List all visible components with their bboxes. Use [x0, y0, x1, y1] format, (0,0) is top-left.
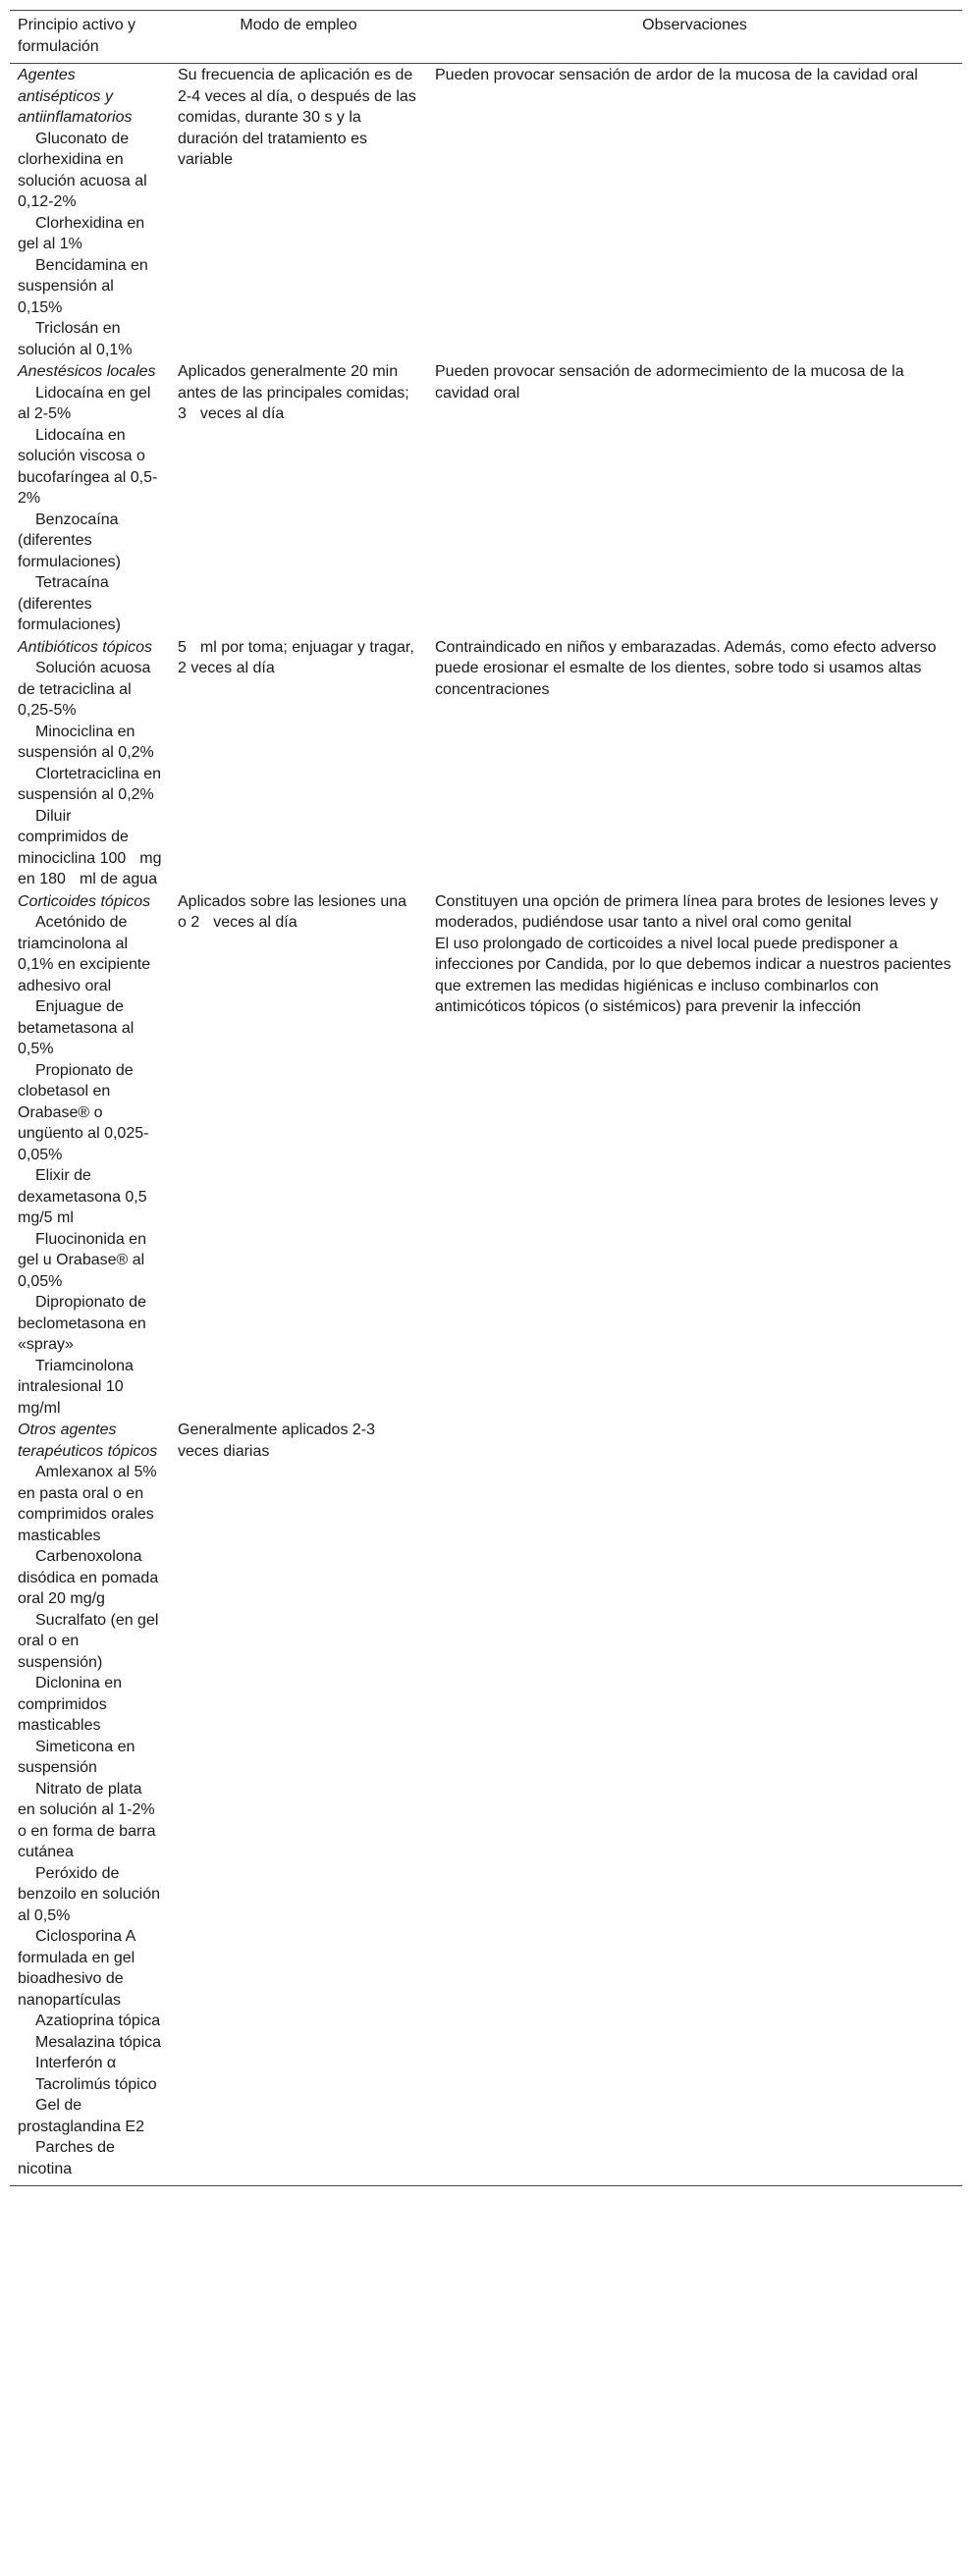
list-item: Acetónido de triamcinolona al 0,1% en excipiente adhesivo oral — [18, 914, 151, 994]
usage-cell — [170, 360, 427, 636]
observations-cell — [427, 360, 962, 636]
usage-text-part: Aplicados generalmente 20 min antes de las principales comidas; 3 — [178, 363, 409, 422]
observations-cell — [427, 1419, 962, 2186]
list-item: Tacrolimús tópico — [35, 2075, 157, 2093]
observation-text: Contraindicado en niños y embarazadas. Además, como efecto adverso puede erosionar el esmalte de los dientes, sobre todo si usamos altas concentraciones — [435, 638, 937, 698]
treatment-table — [10, 10, 962, 2186]
header-principio-activo: Principio activo y formulación — [10, 11, 170, 64]
table-row — [10, 1419, 962, 2186]
observations-cell — [427, 64, 962, 361]
table-row — [10, 890, 962, 1420]
usage-cell — [170, 1419, 427, 2186]
list-item: Nitrato de plata en solución al 1-2% o en forma de barra cutánea — [18, 1780, 156, 1860]
observation-text: Constituyen una opción de primera línea para brotes de lesiones leves y moderados, pudiéndose usar tanto a nivel oral como genital — [435, 892, 939, 931]
category-label: Anestésicos locales — [18, 363, 156, 380]
list-item-part: Diluir comprimidos de minociclina 100 — [18, 807, 129, 867]
category-label: Corticoides tópicos — [18, 892, 151, 910]
list-item: Peróxido de benzoilo en solución al 0,5% — [18, 1864, 160, 1924]
category-label: Agentes antisépticos y antiinflamatorios — [18, 67, 133, 126]
observation-text: El uso prolongado de corticoides a nivel local puede predisponer a infecciones por Candida, por lo que debemos indicar a nuestros pacientes que extremen las medidas higiénicas e incluso combinarlos con antimicóticos tópicos (o sistémicos) para prevenir la infección — [435, 935, 951, 1015]
usage-text — [178, 891, 419, 934]
category-label: Otros agentes terapéuticos tópicos — [18, 1422, 158, 1460]
list-item: Minociclina en suspensión al 0,2% — [18, 723, 154, 761]
usage-text-part: 5 — [178, 638, 187, 656]
observation-text: Pueden provocar sensación de ardor de la mucosa de la cavidad oral — [435, 67, 918, 83]
usage-text-part: veces al día — [199, 405, 285, 422]
category-label: Antibióticos tópicos — [18, 638, 152, 656]
principio-cell — [10, 636, 170, 890]
table-row — [10, 636, 962, 890]
header-modo-empleo: Modo de empleo — [170, 11, 427, 64]
list-item: Ciclosporina A formulada en gel bioadhesivo de nanopartículas — [18, 1928, 135, 2009]
list-item: Bencidamina en suspensión al 0,15% — [18, 256, 148, 316]
list-item: Tetracaína (diferentes formulaciones) — [18, 574, 121, 633]
list-item: Clortetraciclina en suspensión al 0,2% — [18, 765, 162, 803]
list-item: Gel de prostaglandina E2 — [18, 2097, 144, 2135]
usage-cell — [170, 636, 427, 890]
list-item: Triclosán en solución al 0,1% — [18, 320, 133, 358]
list-item: Lidocaína en gel al 2-5% — [18, 384, 151, 422]
usage-text — [178, 361, 419, 425]
list-item: Gluconato de clorhexidina en solución acuosa al 0,12-2% — [18, 130, 147, 210]
list-item: Azatioprina tópica — [35, 2012, 161, 2029]
usage-cell — [170, 890, 427, 1420]
table-body — [10, 64, 962, 2186]
list-item: Solución acuosa de tetraciclina al 0,25-5% — [18, 660, 151, 719]
list-item: Dipropionato de beclometasona en «spray» — [18, 1294, 146, 1353]
observation-text: Pueden provocar sensación de adormecimiento de la mucosa de la cavidad oral — [435, 363, 904, 402]
list-item: Enjuague de betametasona al 0,5% — [18, 998, 135, 1057]
usage-text-part: veces al día — [213, 914, 298, 931]
usage-text: Su frecuencia de aplicación es de 2-4 veces al día, o después de las comidas, durante 30 s y la duración del tratamiento es variable — [178, 67, 416, 168]
principio-cell — [10, 360, 170, 636]
list-item: Interferón α — [35, 2055, 117, 2071]
list-item: Amlexanox al 5% en pasta oral o en comprimidos orales masticables — [18, 1464, 157, 1544]
list-item: Clorhexidina en gel al 1% — [18, 214, 145, 252]
list-item: Triamcinolona intralesional 10 mg/ml — [18, 1357, 134, 1417]
header-row — [10, 11, 962, 64]
list-item-part: ml de agua — [79, 871, 158, 887]
list-item: Diclonina en comprimidos masticables — [18, 1675, 123, 1734]
list-item: Carbenoxolona disódica en pomada oral 20 mg/g — [18, 1548, 159, 1607]
observations-cell — [427, 636, 962, 890]
observations-cell — [427, 890, 962, 1420]
table-row — [10, 64, 962, 361]
list-item: Fluocinonida en gel u Orabase® al 0,05% — [18, 1230, 146, 1290]
principio-cell — [10, 1419, 170, 2186]
usage-text: Generalmente aplicados 2-3 veces diarias — [178, 1422, 376, 1460]
usage-cell — [170, 64, 427, 361]
usage-text-part: ml por toma; enjuagar y tragar, 2 veces al día — [178, 638, 414, 676]
list-item: Lidocaína en solución viscosa o bucofaríngea al 0,5-2% — [18, 426, 158, 507]
list-item: Propionato de clobetasol en Orabase® o ungüento al 0,025-0,05% — [18, 1061, 149, 1163]
list-item-part: mg en 180 — [18, 849, 162, 887]
list-item: Parches de nicotina — [18, 2139, 115, 2177]
list-item: Elixir de dexametasona 0,5 mg/5 ml — [18, 1167, 147, 1226]
list-item — [18, 806, 162, 890]
list-item: Benzocaína (diferentes formulaciones) — [18, 510, 121, 570]
list-item: Sucralfato (en gel oral o en suspensión) — [18, 1611, 159, 1671]
header-observaciones: Observaciones — [427, 11, 962, 64]
principio-cell — [10, 64, 170, 361]
list-item: Simeticona en suspensión — [18, 1738, 135, 1776]
usage-text — [178, 637, 419, 679]
list-item: Mesalazina tópica — [35, 2033, 162, 2051]
table-header — [10, 11, 962, 64]
principio-cell — [10, 890, 170, 1420]
table-row — [10, 360, 962, 636]
usage-text-part: Aplicados sobre las lesiones una o 2 — [178, 892, 407, 931]
